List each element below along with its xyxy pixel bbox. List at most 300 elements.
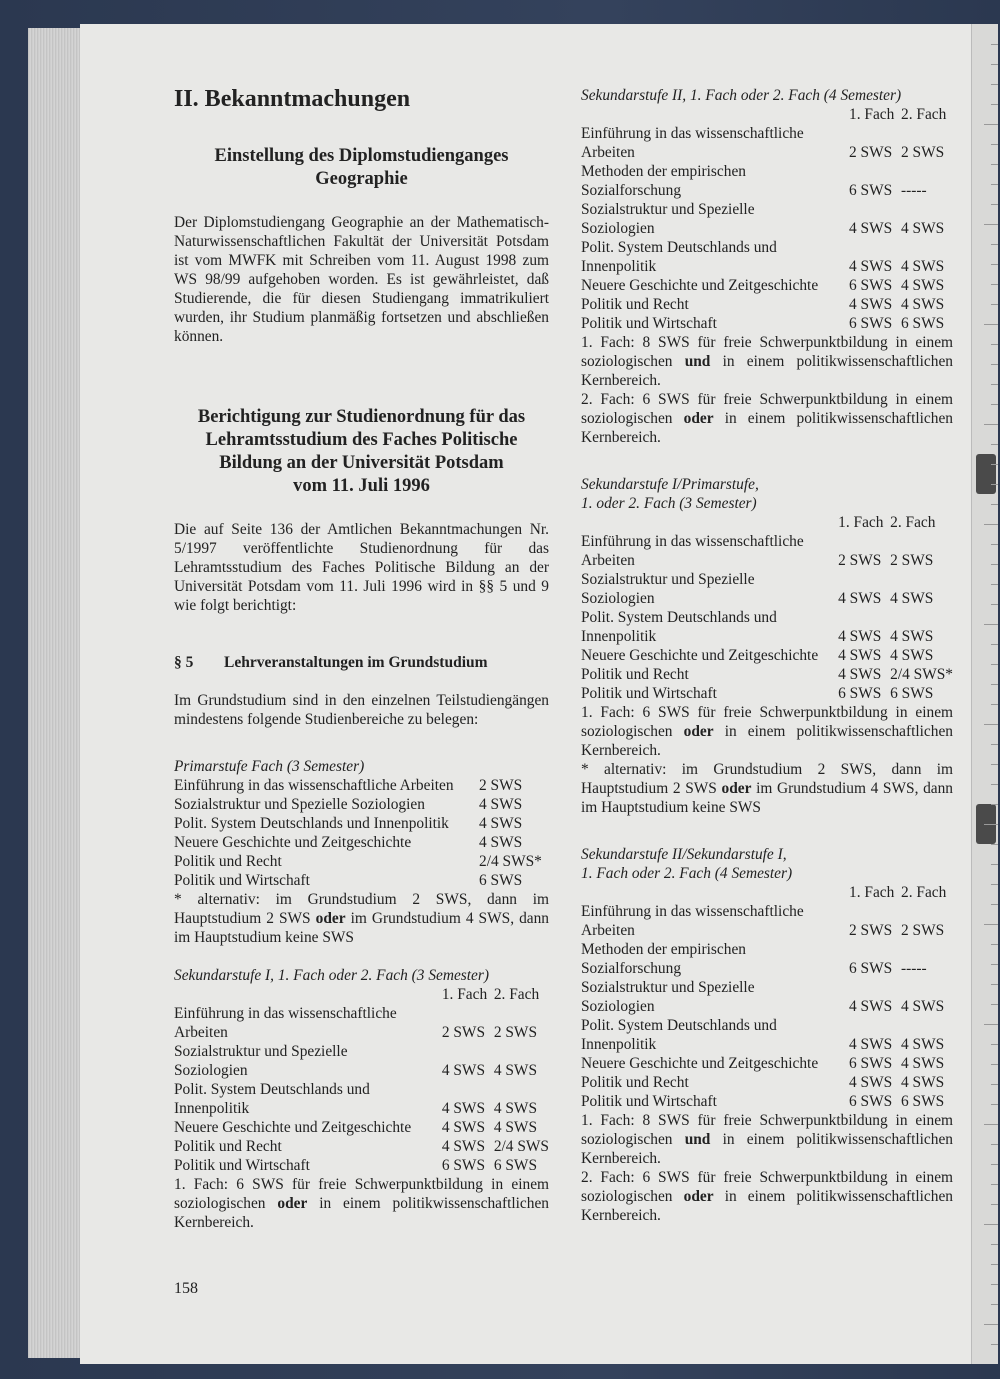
value-fach1: 6 SWS (849, 315, 893, 332)
value-fach2: 4 SWS (890, 647, 934, 664)
value-fach2: ----- (901, 960, 927, 977)
value-fach2: 4 SWS (493, 1119, 538, 1136)
note-text: 1. Fach: 6 SWS für freie Schwerpunktbildung in einem soziologischen (174, 1176, 549, 1212)
value-fach1: 6 SWS (849, 960, 893, 977)
value-fach2: 4 SWS (890, 590, 934, 607)
ruler-tick (991, 884, 998, 885)
value-fach1: 6 SWS (838, 685, 882, 702)
value-fach1: 6 SWS (849, 1093, 893, 1110)
value-fach1: 6 SWS (849, 277, 893, 294)
header-fach2: 2. Fach (493, 986, 540, 1003)
row-label-line1: Sozialstruktur und Spezielle (174, 1043, 348, 1060)
note-text: in einem politikwissenschaftlichen Kernbereich. (581, 723, 953, 759)
row-label: Neuere Geschichte und Zeitgeschichte (581, 1055, 819, 1072)
value-fach2: 4 SWS (890, 628, 934, 645)
sek1p-note1 (581, 703, 953, 760)
section-intro: Im Grundstudium sind in den einzelnen Teilstudiengängen mindestens folgende Studienbereiche zu belegen: (174, 692, 549, 728)
ruler-tick (991, 504, 998, 505)
ruler-tick (984, 424, 998, 425)
note-emphasis: oder (683, 723, 714, 740)
value-fach1: 6 SWS (441, 1157, 486, 1174)
value-fach2: 6 SWS (493, 1157, 538, 1174)
value-fach1: 4 SWS (849, 1036, 893, 1053)
sek21-table (581, 883, 953, 1111)
heading-line: 1. Fach oder 2. Fach (4 Semester) (581, 865, 793, 882)
table-row (174, 1137, 549, 1156)
value-fach2: 4 SWS (901, 258, 945, 275)
table-row (581, 589, 953, 608)
value-fach1: 4 SWS (441, 1119, 486, 1136)
table-row (581, 1035, 953, 1054)
row-label: Soziologien (581, 590, 655, 607)
ruler-tick (984, 924, 998, 925)
row-label: Sozialforschung (581, 182, 682, 199)
row-label: Neuere Geschichte und Zeitgeschichte (581, 647, 819, 664)
ruler-tick (991, 544, 998, 545)
page-number: 158 (174, 1280, 198, 1297)
row-label: Arbeiten (581, 144, 635, 161)
header-fach1: 1. Fach (849, 106, 895, 123)
table-row-cont (581, 200, 953, 219)
left-column (174, 86, 549, 1232)
header-fach1: 1. Fach (838, 514, 884, 531)
ruler-tick (991, 144, 998, 145)
ruler-tick (984, 1224, 998, 1225)
row-label: Sozialforschung (581, 960, 682, 977)
table-header-row (581, 513, 953, 532)
table-row-cont (174, 1004, 549, 1023)
table-row (581, 219, 953, 238)
ruler-tick (991, 964, 998, 965)
row-label: Innenpolitik (174, 1100, 250, 1117)
table-row (581, 1054, 953, 1073)
row-label: Politik und Recht (581, 1074, 689, 1091)
header-spacer (581, 105, 849, 124)
ruler-tick (991, 1184, 998, 1185)
article1-title (174, 145, 549, 191)
row-label: Arbeiten (581, 552, 635, 569)
table-row-cont (581, 162, 953, 181)
primar-note (174, 890, 549, 947)
value-fach2: ----- (901, 182, 927, 199)
ruler-tick (991, 664, 998, 665)
title-line: Einstellung des Diplomstudienganges (214, 146, 509, 166)
table-row (581, 257, 953, 276)
value-fach2: 4 SWS (493, 1100, 538, 1117)
ruler-tick (991, 744, 998, 745)
sek21-note2 (581, 1168, 953, 1225)
row-value: 6 SWS (479, 872, 523, 889)
table-row-cont (581, 570, 953, 589)
sek1p-note2 (581, 760, 953, 817)
table-row (581, 646, 953, 665)
row-label: Politik und Recht (581, 666, 689, 683)
ruler-tick (991, 304, 998, 305)
note-text: in einem politikwissenschaftlichen Kernbereich. (174, 1195, 549, 1231)
table-row (581, 1073, 953, 1092)
sek2-note1 (581, 333, 953, 390)
table-row (581, 997, 953, 1016)
header-fach2: 2. Fach (901, 106, 947, 123)
ruler-tick (984, 724, 998, 725)
note-emphasis: oder (277, 1195, 308, 1212)
note-text: 2. Fach: 6 SWS für freie Schwerpunktbildung in einem soziologischen (581, 391, 953, 427)
ruler-tick (991, 1264, 998, 1265)
table-row (581, 314, 953, 333)
ruler-tick (991, 644, 998, 645)
page-edges (28, 28, 88, 1358)
ruler-tick (984, 1124, 998, 1125)
table-row-cont (174, 1080, 549, 1099)
value-fach2: 2 SWS (901, 922, 945, 939)
ruler-tick (991, 1164, 998, 1165)
ruler-tick (984, 1324, 998, 1325)
note-emphasis: und (684, 1131, 711, 1148)
right-column (581, 86, 953, 1225)
value-fach1: 4 SWS (441, 1100, 486, 1117)
ruler-tick (991, 1064, 998, 1065)
value-fach2: 4 SWS (901, 1074, 945, 1091)
header-fach1: 1. Fach (441, 986, 488, 1003)
ruler-tab (976, 454, 996, 494)
table-row (174, 852, 549, 871)
value-fach2: 4 SWS (901, 220, 945, 237)
sek2-table (581, 105, 953, 333)
row-label: Soziologien (581, 998, 655, 1015)
table-row (581, 143, 953, 162)
value-fach1: 4 SWS (849, 296, 893, 313)
value-fach1: 4 SWS (838, 590, 882, 607)
ruler-tick (991, 1244, 998, 1245)
article2-intro: Die auf Seite 136 der Amtlichen Bekanntmachungen Nr. 5/1997 veröffentlichte Studienordnung für das Lehramtsstudium des Faches Politische Bildung an der Universität Potsdam vom 11. Juli 1996 wird in §§ 5 und 9 wie folgt berichtigt: (174, 521, 549, 614)
table-row (581, 627, 953, 646)
ruler-tick (991, 484, 998, 485)
primar-table (174, 776, 549, 890)
header-fach2: 2. Fach (901, 884, 947, 901)
row-label-line1: Einführung in das wissenschaftliche (174, 1005, 397, 1022)
row-label-line1: Sozialstruktur und Spezielle (581, 201, 755, 218)
note-emphasis: oder (315, 910, 346, 927)
table-header-row (581, 105, 953, 124)
value-fach2: 4 SWS (901, 998, 945, 1015)
row-label: Innenpolitik (581, 628, 657, 645)
ruler-tick (991, 384, 998, 385)
ruler-tick (984, 1024, 998, 1025)
row-label-line1: Einführung in das wissenschaftliche (581, 125, 804, 142)
ruler-tick (991, 464, 998, 465)
note-emphasis: oder (683, 410, 714, 427)
title-line: Geographie (315, 169, 408, 189)
table-row (581, 665, 953, 684)
ruler-tick (991, 1104, 998, 1105)
value-fach1: 2 SWS (441, 1024, 486, 1041)
ruler-tick (991, 264, 998, 265)
table-row-cont (174, 1042, 549, 1061)
ruler-tick (991, 864, 998, 865)
note-emphasis: oder (683, 1188, 714, 1205)
value-fach2: 6 SWS (901, 1093, 945, 1110)
document-page (80, 24, 998, 1364)
table-row (581, 921, 953, 940)
table-row (581, 684, 953, 703)
ruler-tick (991, 1304, 998, 1305)
value-fach2: 4 SWS (901, 1036, 945, 1053)
note-emphasis: oder (721, 780, 752, 797)
table-row-cont (581, 902, 953, 921)
note-text: * alternativ: im Grundstudium 2 SWS, dann im Hauptstudium 2 SWS (174, 891, 549, 927)
value-fach1: 4 SWS (849, 998, 893, 1015)
row-label-line1: Polit. System Deutschlands und (581, 609, 777, 626)
note-text: in einem politikwissenschaftlichen Kernbereich. (581, 1131, 953, 1167)
table-row (174, 1061, 549, 1080)
row-label: Innenpolitik (581, 1036, 657, 1053)
row-label-line1: Einführung in das wissenschaftliche (581, 533, 804, 550)
ruler-tick (991, 364, 998, 365)
ruler-tick (984, 124, 998, 125)
note-text: im Grundstudium 4 SWS, dann im Hauptstudium keine SWS (174, 910, 549, 946)
table-row (174, 833, 549, 852)
row-label: Politik und Wirtschaft (581, 685, 717, 702)
value-fach2: 2/4 SWS (493, 1138, 549, 1155)
table-header-row (581, 883, 953, 902)
row-label: Soziologien (581, 220, 655, 237)
title-line: Lehramtsstudium des Faches Politische (205, 430, 518, 450)
sek1p-table (581, 513, 953, 703)
row-label-line1: Einführung in das wissenschaftliche (581, 903, 804, 920)
ruler-tick (991, 564, 998, 565)
value-fach1: 4 SWS (441, 1062, 486, 1079)
ruler-tick (991, 64, 998, 65)
row-label: Politik und Wirtschaft (174, 872, 310, 889)
row-value: 2 SWS (479, 777, 523, 794)
note-emphasis: und (684, 353, 711, 370)
primar-heading: Primarstufe Fach (3 Semester) (174, 758, 365, 775)
title-line: vom 11. Juli 1996 (293, 476, 430, 496)
table-row (174, 795, 549, 814)
heading-line: Sekundarstufe I/Primarstufe, (581, 476, 759, 493)
ruler-tick (991, 1284, 998, 1285)
note-text: in einem politikwissenschaftlichen Kernbereich. (581, 353, 953, 389)
ruler-tick (991, 344, 998, 345)
sek1-heading: Sekundarstufe I, 1. Fach oder 2. Fach (3 Semester) (174, 967, 489, 984)
row-value: 4 SWS (479, 834, 523, 851)
note-text: in einem politikwissenschaftlichen Kernbereich. (581, 410, 953, 446)
row-label: Einführung in das wissenschaftliche Arbeiten (174, 777, 454, 794)
table-row-cont (581, 978, 953, 997)
ruler-tick (991, 904, 998, 905)
ruler-tick (991, 404, 998, 405)
table-row-cont (581, 124, 953, 143)
value-fach1: 2 SWS (849, 144, 893, 161)
section-title: Lehrveranstaltungen im Grundstudium (224, 654, 488, 671)
ruler-tick (991, 1084, 998, 1085)
table-row (581, 551, 953, 570)
note-text: im Grundstudium 4 SWS, dann im Hauptstudium keine SWS (581, 780, 953, 816)
row-label-line1: Sozialstruktur und Spezielle (581, 979, 755, 996)
heading-line: 1. oder 2. Fach (3 Semester) (581, 495, 757, 512)
table-row-cont (581, 532, 953, 551)
header-spacer (174, 985, 442, 1004)
header-spacer (581, 513, 838, 532)
value-fach2: 4 SWS (901, 1055, 945, 1072)
row-label: Politik und Recht (174, 853, 282, 870)
sek2-heading: Sekundarstufe II, 1. Fach oder 2. Fach (4 Semester) (581, 87, 902, 104)
table-row (581, 1092, 953, 1111)
row-value: 4 SWS (479, 796, 523, 813)
value-fach2: 2 SWS (493, 1024, 538, 1041)
ruler-tick (991, 804, 998, 805)
sek2-note2 (581, 390, 953, 447)
table-row (174, 1023, 549, 1042)
article1-body: Der Diplomstudiengang Geographie an der Mathematisch-Naturwissenschaftlichen Fakultät der Universität Potsdam ist vom MWFK mit Schreiben vom 11. August 1998 zum WS 98/99 aufgehoben worden. Es ist gewährleistet, daß Studierende, die für diesen Studiengang immatrikuliert wurden, ihr Studium planmäßig fortsetzen und abschließen können. (174, 214, 549, 345)
row-label: Neuere Geschichte und Zeitgeschichte (174, 834, 412, 851)
value-fach2: 2 SWS (890, 552, 934, 569)
value-fach2: 6 SWS (901, 315, 945, 332)
ruler-tick (991, 1144, 998, 1145)
row-label: Politik und Recht (174, 1138, 282, 1155)
row-label: Sozialstruktur und Spezielle Soziologien (174, 796, 425, 813)
ruler-tick (991, 984, 998, 985)
value-fach1: 4 SWS (838, 666, 882, 683)
heading-line: Sekundarstufe II/Sekundarstufe I, (581, 846, 787, 863)
ruler-tick (991, 704, 998, 705)
row-label: Politik und Wirtschaft (174, 1157, 310, 1174)
ruler-tick (991, 844, 998, 845)
value-fach2: 4 SWS (493, 1062, 538, 1079)
row-value: 2/4 SWS* (479, 853, 542, 870)
value-fach1: 4 SWS (838, 647, 882, 664)
header-spacer (581, 883, 849, 902)
sek1p-heading (581, 475, 953, 513)
section-number: § 5 (174, 654, 194, 671)
row-label-line1: Polit. System Deutschlands und (581, 1017, 777, 1034)
ruler-tick (984, 224, 998, 225)
section-heading (174, 653, 549, 672)
ruler-tick (991, 444, 998, 445)
value-fach1: 4 SWS (849, 220, 893, 237)
table-row-cont (581, 1016, 953, 1035)
ruler-tick (991, 684, 998, 685)
ruler-tick (991, 84, 998, 85)
sek1-note (174, 1175, 549, 1232)
title-line: Berichtigung zur Studienordnung für das (197, 407, 526, 427)
sek21-note1 (581, 1111, 953, 1168)
table-row (174, 776, 549, 795)
note-text: 1. Fach: 8 SWS für freie Schwerpunktbildung in einem soziologischen (581, 1112, 953, 1148)
value-fach2: 6 SWS (890, 685, 934, 702)
table-row (174, 1156, 549, 1175)
value-fach1: 4 SWS (849, 1074, 893, 1091)
sek21-heading (581, 845, 953, 883)
table-row (581, 181, 953, 200)
ruler-tick (991, 604, 998, 605)
row-label-line1: Methoden der empirischen (581, 941, 746, 958)
note-text: 1. Fach: 6 SWS für freie Schwerpunktbildung in einem soziologischen (581, 704, 953, 740)
ruler-tick (991, 204, 998, 205)
ruler-tick (991, 164, 998, 165)
note-text: 1. Fach: 8 SWS für freie Schwerpunktbildung in einem soziologischen (581, 334, 953, 370)
row-label-line1: Polit. System Deutschlands und (581, 239, 777, 256)
row-label: Polit. System Deutschlands und Innenpolitik (174, 815, 449, 832)
ruler-tick (991, 1344, 998, 1345)
value-fach2: 4 SWS (901, 277, 945, 294)
table-row-cont (581, 608, 953, 627)
row-label-line1: Sozialstruktur und Spezielle (581, 571, 755, 588)
row-label: Arbeiten (174, 1024, 228, 1041)
table-row (174, 814, 549, 833)
scan-ruler (971, 24, 998, 1364)
table-row-cont (581, 940, 953, 959)
value-fach1: 6 SWS (849, 1055, 893, 1072)
ruler-tick (991, 284, 998, 285)
value-fach2: 4 SWS (901, 296, 945, 313)
row-label: Politik und Wirtschaft (581, 1093, 717, 1110)
ruler-tick (991, 764, 998, 765)
ruler-tick (991, 1044, 998, 1045)
table-row (174, 1118, 549, 1137)
ruler-tick (991, 1004, 998, 1005)
note-text: 2. Fach: 6 SWS für freie Schwerpunktbildung in einem soziologischen (581, 1169, 953, 1205)
ruler-tick (991, 184, 998, 185)
row-label: Soziologien (174, 1062, 248, 1079)
ruler-tick (991, 44, 998, 45)
table-row (174, 1099, 549, 1118)
ruler-tick (991, 1204, 998, 1205)
sek1-table (174, 985, 549, 1175)
value-fach1: 4 SWS (441, 1138, 486, 1155)
row-label: Neuere Geschichte und Zeitgeschichte (174, 1119, 412, 1136)
row-label: Innenpolitik (581, 258, 657, 275)
note-text: * alternativ: im Grundstudium 2 SWS, dann im Hauptstudium 2 SWS (581, 761, 953, 797)
row-label-line1: Polit. System Deutschlands und (174, 1081, 370, 1098)
value-fach1: 2 SWS (838, 552, 882, 569)
row-label-line1: Methoden der empirischen (581, 163, 746, 180)
row-label: Politik und Recht (581, 296, 689, 313)
ruler-tick (991, 944, 998, 945)
title-line: Bildung an der Universität Potsdam (219, 453, 504, 473)
table-row (581, 959, 953, 978)
table-row (174, 871, 549, 890)
table-header-row (174, 985, 549, 1004)
ruler-tick (984, 624, 998, 625)
ruler-tick (991, 104, 998, 105)
value-fach1: 6 SWS (849, 182, 893, 199)
page-header-title: II. Bekanntmachungen (174, 86, 411, 112)
table-row (581, 295, 953, 314)
row-label: Neuere Geschichte und Zeitgeschichte (581, 277, 819, 294)
table-row (581, 276, 953, 295)
value-fach1: 2 SWS (849, 922, 893, 939)
header-fach2: 2. Fach (890, 514, 936, 531)
ruler-tick (984, 324, 998, 325)
value-fach2: 2 SWS (901, 144, 945, 161)
value-fach1: 4 SWS (849, 258, 893, 275)
row-value: 4 SWS (479, 815, 523, 832)
ruler-tick (984, 824, 998, 825)
article2-title (174, 406, 549, 498)
ruler-tick (991, 784, 998, 785)
value-fach2: 2/4 SWS* (890, 666, 953, 683)
row-label: Politik und Wirtschaft (581, 315, 717, 332)
ruler-tick (991, 244, 998, 245)
ruler-tick (984, 524, 998, 525)
header-fach1: 1. Fach (849, 884, 895, 901)
value-fach1: 4 SWS (838, 628, 882, 645)
ruler-tick (991, 584, 998, 585)
row-label: Arbeiten (581, 922, 635, 939)
note-text: in einem politikwissenschaftlichen Kernbereich. (581, 1188, 953, 1224)
table-row-cont (581, 238, 953, 257)
